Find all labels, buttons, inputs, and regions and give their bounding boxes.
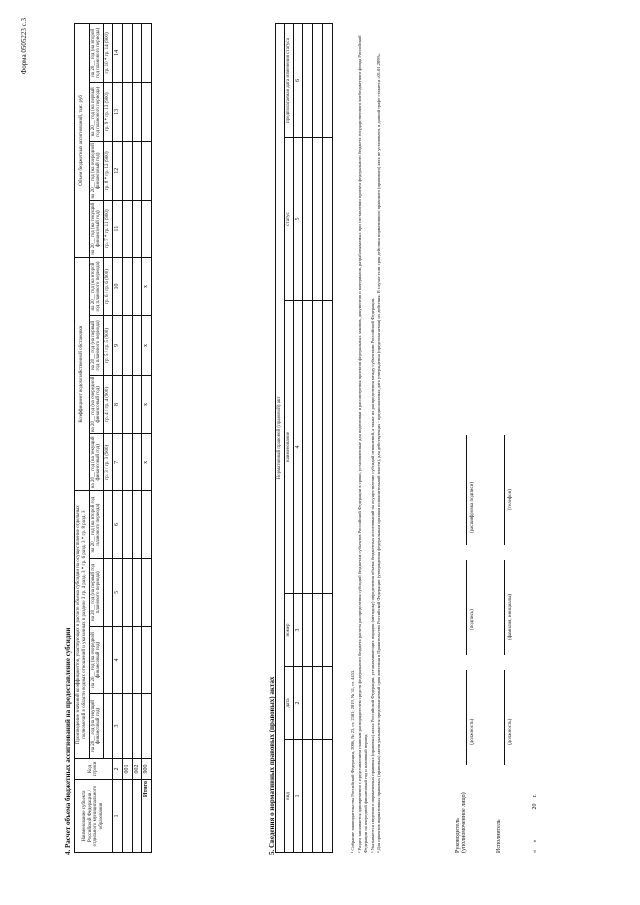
row-name: Итого [142,780,152,853]
header-line-code: Код строки [75,759,113,780]
header-volume-next: на 20__ год (на очередной финансовый год) [89,141,104,200]
table-row [122,24,132,853]
executor-label: Исполнитель [496,819,502,853]
header-change-date: предполагаемая дата изменения статуса [284,24,293,138]
column-numbers-row [293,24,303,853]
footnote: ² Раздел заполняется одновременно с представлением главным распорядителем средств федерального бюджета расчета распределения субсидий бюджетам субъектов Российской Федерации в сроки, установленные для подготовки и рассмотрения проектов федеральных законов, документов и материалов, разрабатываемых при составлении проекта федерального бюджета государственного внебюджетного фонда Российской Федерации на очередной финансовый год и плановый период. [356,35,369,853]
col-num: 11 [112,200,122,257]
formula-14: гр. 10 * гр. 14 (900) [104,24,113,83]
formula-9: гр. 5 / гр. 5 (900) [104,316,113,375]
footnote: ⁴ Для проектов нормативных правовых (правовых) актов указывается предполагаемый срок внесения в Правительство Российской Федерации (утверждения федеральным органом исполнительной власти), для действующих - предполагаемая дата утверждения (предполагаемая) их действия. В случае если срок действия нормативного правового (правового) акта не установлен, в данной графе ставится «01.01.2099». [376,52,382,853]
col-num: 8 [112,375,122,434]
col-num: 3 [293,594,303,667]
date-line: « » 20 г. [532,794,538,853]
col-num: 13 [112,82,122,141]
col-num: 6 [293,24,303,138]
head-decoding-line [458,435,467,545]
total-cell: x [142,316,152,375]
footnote: ³ Указываются сведения о нормативных правовых (правовых) актах Российской Федерации, устанавливающих порядок (методику) определения объема бюджетных ассигнований на осуществление субсидий отношений, а также их распределения между субъектами Российской Федерации. [369,297,375,853]
header-product-next: на 20__ год (на очередной финансовый год) [89,626,104,693]
formula-11: гр. 7 * гр. 11 (900) [104,200,113,257]
header-coef-current: на 20__ год (на текущий финансовый год) [89,434,104,491]
header-product-group: Произведение значений коэффициентов, участвующих в расчете объема субсидии на осуществление отдельных полномочий в области водных отношений и указанных в разделе 3 гр. 4 разд. 3 * гр. 6 разд. 3 * гр. 8 разд. 3 [75,491,90,759]
col-num: 2 [112,759,122,780]
header-subject: Наименование субъекта Российской Федерации / отдельного муниципального образования [75,780,113,853]
header-number: номер [284,594,293,667]
col-num: 9 [112,316,122,375]
header-volume-current: на 20__ год (на текущий финансовый год) [89,200,104,257]
head-decoding-caption: (расшифровка подписи) [470,481,475,533]
col-num: 10 [112,257,122,316]
footnotes [350,23,383,853]
form-code: Форма 0505223 с.3 [20,18,28,75]
table-row [132,24,142,853]
header-product-second: на 20__ год (на второй год планового периода) [89,491,104,558]
head-position-caption: (должность) [470,718,475,745]
col-num: 4 [112,626,122,693]
row-name [132,780,142,853]
head-label: Руководитель (уполномоченное лицо) [455,792,467,853]
header-coefficient-group: Коэффициент водохозяйственной обстановки [75,257,90,491]
footnote: ¹ Собрание законодательства Российской Федерации, 2006, № 23, ст. 2381; 2019, № 31, ст. 4453. [350,669,355,853]
col-num: 14 [112,24,122,83]
formula-10: гр. 6 / гр. 6 (900) [104,257,113,316]
col-num: 7 [112,434,122,491]
header-coef-first: на 20__ год (на первый год планового периода) [89,316,104,375]
legal-acts-table [275,23,333,853]
header-volume-first: на 20__ год (на первый год планового периода) [89,82,104,141]
table-row [303,24,313,853]
col-num: 3 [112,693,122,758]
header-volume-second: на 20__ год (на второй год планового периода) [89,24,104,83]
header-status: статус [284,138,293,301]
row-code: 900 [142,759,152,780]
row-name [122,780,132,853]
col-num: 2 [293,667,303,740]
total-cell: x [142,375,152,434]
header-kind: вид [284,740,293,853]
total-cell: x [142,257,152,316]
executor-position-caption: (должность) [508,718,513,745]
executor-phone-caption: (телефон) [508,489,513,510]
table-row [323,24,333,853]
col-num: 5 [293,138,303,301]
row-code: 001 [122,759,132,780]
head-signature-line [458,560,467,655]
table-row [313,24,323,853]
head-position-line [458,670,467,765]
col-num: 1 [112,780,122,853]
header-coef-next: на 20__ год (на очередной финансовый год) [89,375,104,434]
header-name: наименование [284,301,293,594]
head-signature-caption: (подпись) [470,609,475,630]
col-num: 5 [112,558,122,626]
header-coef-second: на 20__ год (на второй год планового периода) [89,257,104,316]
executor-fio-line [496,560,505,655]
executor-position-line [496,670,505,765]
header-date: дата [284,667,293,740]
total-cell: x [142,434,152,491]
row-code: 002 [132,759,142,780]
formula-8: гр. 4 / гр. 4 (900) [104,375,113,434]
formula-12: гр. 8 * гр. 12 (900) [104,141,113,200]
header-volume-group: Объем бюджетных ассигнований, тыс. руб [75,24,90,258]
section-5-title: 5. Сведения о нормативных правовых (правовых) актах [268,676,276,855]
executor-fio-caption: (фамилия, инициалы) [508,593,513,640]
header-product-first: на 20__ год (на первый год планового периода) [89,558,104,626]
executor-phone-line [496,435,505,545]
section-4-title: 4. Расчет объема бюджетных ассигнований на предоставление субсидии [64,627,72,855]
col-num: 12 [112,141,122,200]
column-numbers-row [112,24,122,853]
col-num: 6 [112,491,122,558]
header-act-group: Нормативный правовой (правовой) акт [276,24,285,853]
col-num: 4 [293,301,303,594]
formula-13: гр. 9 * гр. 13 (900) [104,82,113,141]
volume-calculation-table [74,23,152,853]
header-product-current: на 20__ год (на текущий финансовый год) [89,693,104,758]
table-row-total [142,24,152,853]
formula-7: гр. 3 / гр. 3 (900) [104,434,113,491]
col-num: 1 [293,740,303,853]
